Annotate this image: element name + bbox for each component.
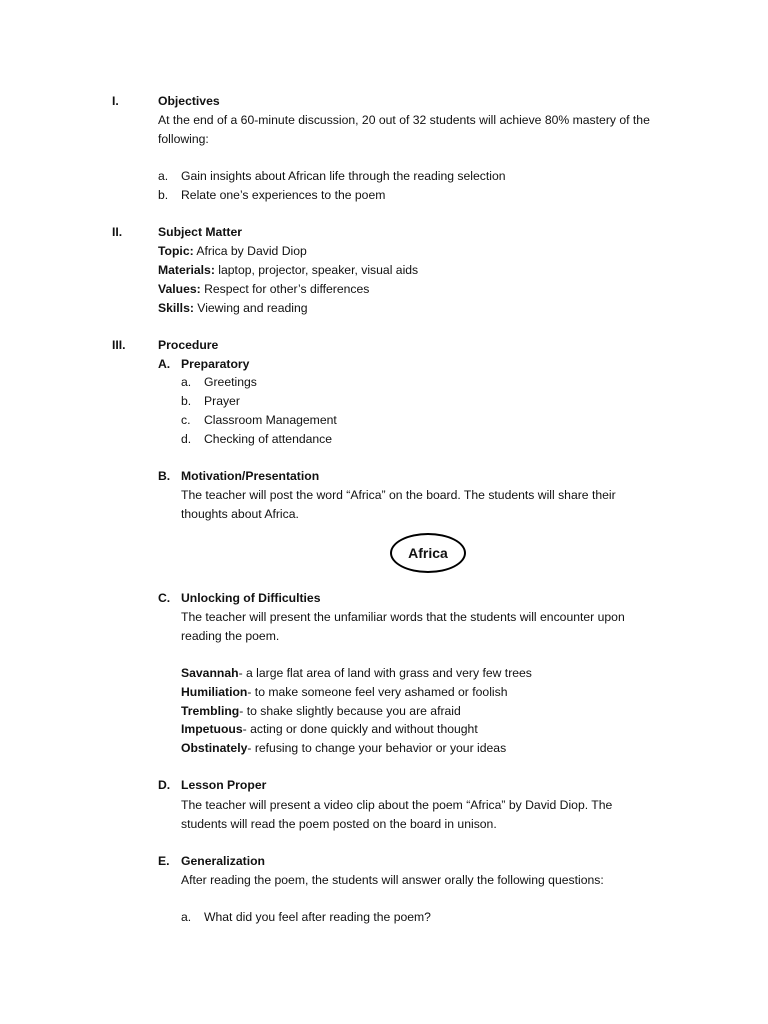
list-marker: d. — [181, 432, 192, 446]
vocab-term-row — [181, 720, 478, 738]
vocab-term-row — [181, 702, 461, 720]
vocab-term-row — [181, 664, 532, 682]
list-item: Relate one’s experiences to the poem — [181, 188, 386, 202]
subsection-marker: B. — [158, 469, 171, 483]
subsection-heading-preparatory: Preparatory — [181, 357, 250, 371]
row-value: laptop, projector, speaker, visual aids — [214, 263, 419, 277]
objectives-intro: At the end of a 60-minute discussion, 20 out of 32 students will achieve 80% mastery of the — [158, 113, 650, 127]
vocab-term-row — [181, 739, 506, 757]
list-item: Greetings — [204, 375, 257, 389]
objectives-intro-cont: following: — [158, 132, 209, 146]
subsection-marker: E. — [158, 854, 170, 868]
section-heading-procedure: Procedure — [158, 338, 219, 352]
unlocking-text-cont: reading the poem. — [181, 629, 280, 643]
list-marker: b. — [181, 394, 192, 408]
section-numeral: III. — [112, 338, 126, 352]
subsection-heading-motivation: Motivation/Presentation — [181, 469, 320, 483]
subsection-heading-lesson-proper: Lesson Proper — [181, 778, 267, 792]
list-marker: b. — [158, 188, 169, 202]
motivation-text: The teacher will post the word “Africa” on the board. The students will share their — [181, 488, 616, 502]
row-value: Viewing and reading — [193, 301, 308, 315]
vocab-term: Impetuous — [181, 722, 243, 736]
generalization-text: After reading the poem, the students will answer orally the following questions: — [181, 873, 604, 887]
row-label: Values: — [158, 282, 201, 296]
list-marker: a. — [158, 169, 169, 183]
subsection-marker: A. — [158, 357, 171, 371]
section-heading-objectives: Objectives — [158, 94, 220, 108]
question-item: What did you feel after reading the poem? — [204, 910, 431, 924]
vocab-term: Trembling — [181, 704, 240, 718]
africa-oval-label: Africa — [390, 533, 466, 573]
subject-row-topic — [158, 242, 307, 260]
vocab-definition: - refusing to change your behavior or your ideas — [247, 741, 507, 755]
list-item: Checking of attendance — [204, 432, 333, 446]
vocab-term-row — [181, 683, 508, 701]
vocab-term: Humiliation — [181, 685, 248, 699]
subject-row-values — [158, 280, 369, 298]
row-label: Materials: — [158, 263, 215, 277]
section-numeral: II. — [112, 225, 123, 239]
row-label: Skills: — [158, 301, 194, 315]
list-item: Prayer — [204, 394, 240, 408]
list-marker: c. — [181, 413, 191, 427]
subsection-marker: C. — [158, 591, 171, 605]
row-value: Respect for other’s differences — [200, 282, 370, 296]
subsection-heading-unlocking: Unlocking of Difficulties — [181, 591, 321, 605]
subject-row-skills — [158, 299, 308, 317]
list-item: Classroom Management — [204, 413, 337, 427]
row-value: Africa by David Diop — [193, 244, 307, 258]
row-label: Topic: — [158, 244, 194, 258]
vocab-definition: - acting or done quickly and without thought — [242, 722, 478, 736]
list-marker: a. — [181, 375, 192, 389]
subsection-heading-generalization: Generalization — [181, 854, 265, 868]
subsection-marker: D. — [158, 778, 171, 792]
section-numeral: I. — [112, 94, 119, 108]
vocab-definition: - to make someone feel very ashamed or foolish — [247, 685, 508, 699]
motivation-text-cont: thoughts about Africa. — [181, 507, 299, 521]
vocab-definition: - to shake slightly because you are afraid — [239, 704, 461, 718]
vocab-term: Savannah — [181, 666, 239, 680]
subject-row-materials — [158, 261, 418, 279]
lesson-proper-text-cont: students will read the poem posted on the board in unison. — [181, 817, 497, 831]
vocab-definition: - a large flat area of land with grass and very few trees — [238, 666, 532, 680]
vocab-term: Obstinately — [181, 741, 248, 755]
list-marker: a. — [181, 910, 192, 924]
lesson-proper-text: The teacher will present a video clip about the poem “Africa” by David Diop. The — [181, 798, 613, 812]
section-heading-subject-matter: Subject Matter — [158, 225, 242, 239]
list-item: Gain insights about African life through the reading selection — [181, 169, 506, 183]
unlocking-text: The teacher will present the unfamiliar words that the students will encounter upon — [181, 610, 625, 624]
